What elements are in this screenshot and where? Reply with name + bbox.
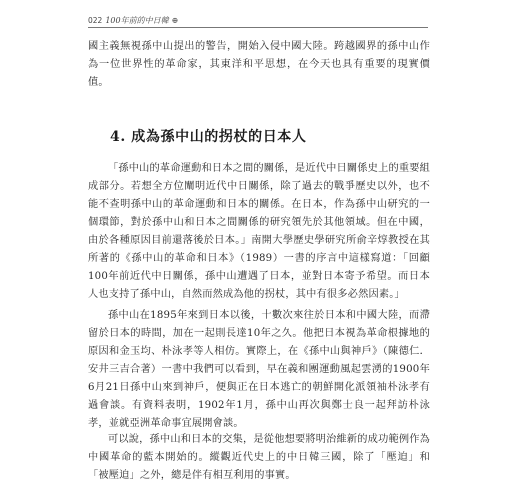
page-number: 022 (88, 16, 103, 25)
section-title: 4. 成為孫中山的拐杖的日本人 (110, 129, 307, 145)
running-header (88, 15, 178, 26)
paragraph-2: 孫中山在1895年來到日本以後，十數次來往於日本和中國大陸，而滯留於日本的時間，加在一起則長達10年之久。他把日本視為革命根據地的原因和金玉均、朴泳孝等人相仿。實際上，在《孫中山與神戶》（陳德仁．安井三吉合著）一書中我們可以看到，早在義和團運動風起雲湧的1900年6月21日孫中山來到神戶，便與正在日本逃亡的朝鮮開化派領袖朴泳孝有過會談。有資料表明，1902年1月，孫中山再次與鄭士良一起拜訪朴泳孝，並就亞洲革命事宜展開會談。 (88, 310, 430, 429)
paragraph-1: 「孫中山的革命運動和日本之間的關係，是近代中日關係史上的重要組成部分。若想全方位闡明近代中日關係，除了過去的戰爭歷史以外，也不能不查明孫中山的革命運動和日本的關係。在日本，作為孫中山研究的一個環節，對於孫中山和日本之間關係的研究領先於其他領域。但在中國，由於各種原因目前還落後於日本。」南開大學歷史學研究所俞辛焞教授在其所著的《孫中山的革命和日本》（1989）一書的序言中這樣寫道：「回顧100年前近代中日關係，孫中山遭遇了日本，並對日本寄予希望。而日本人也支持了孫中山，自然而然成為他的拐杖，其中有很多必然因素。」 (88, 163, 431, 300)
book-title: 100年前的中日韓 (105, 16, 169, 25)
paragraph-continuation: 國主義無視孫中山提出的警告，開始入侵中國大陸。跨越國界的孫中山作為一位世界性的革命家，其東洋和平思想，在今天也具有重要的現實價值。 (88, 41, 430, 88)
paragraph-3: 可以說，孫中山和日本的交集，是從他想要將明治維新的成功範例作為中國革命的藍本開始的。縱觀近代史上的中日韓三國，除了「壓迫」和「被壓迫」之外，總是伴有相互利用的事實。 (88, 434, 431, 481)
header-divider (88, 27, 428, 28)
header-mark-icon: ⊕ (171, 16, 179, 25)
